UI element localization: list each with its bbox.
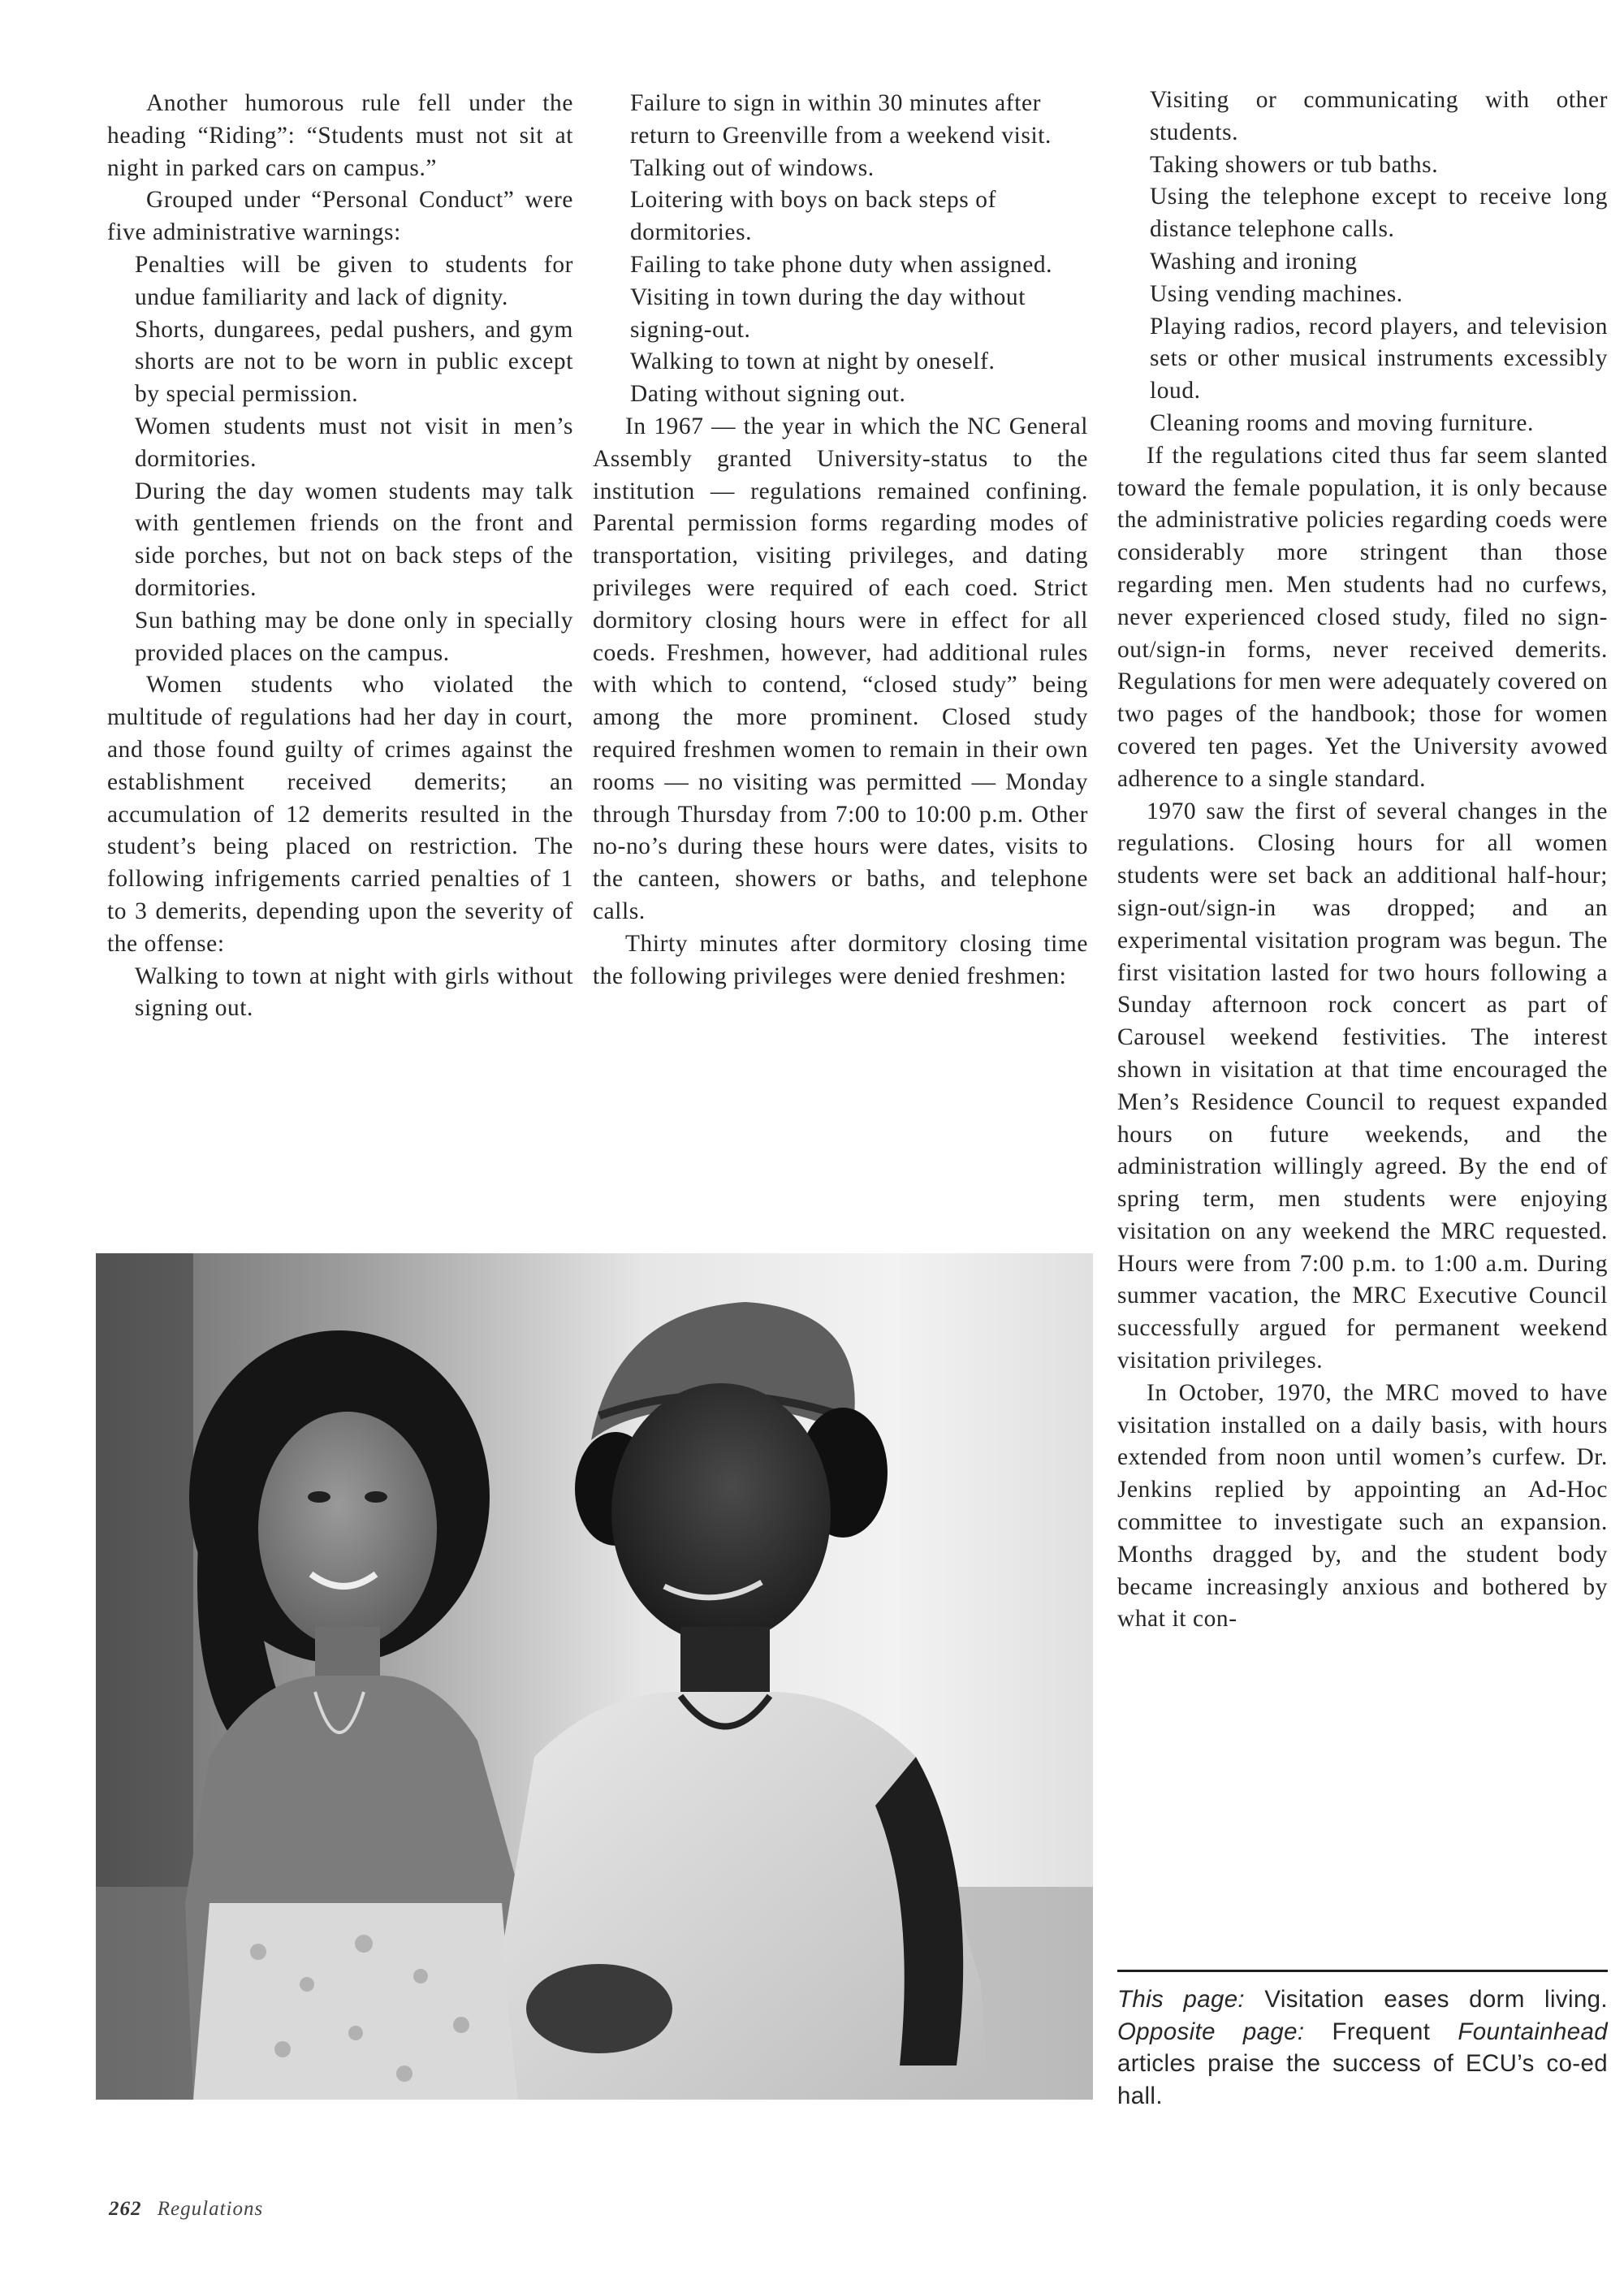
list-item: Sun bathing may be done only in specially provided places on the campus. <box>135 607 573 666</box>
list-item: Penalties will be given to students for undue familiarity and lack of dignity. <box>135 251 573 310</box>
list-item: Talking out of windows. <box>630 154 875 181</box>
list-item: Using the telephone except to receive long distance telephone calls. <box>1150 184 1608 243</box>
caption-text: articles praise the success of ECU’s co-ed hall. <box>1117 2050 1608 2109</box>
list-item: Washing and ironing <box>1150 248 1358 275</box>
paragraph: Grouped under “Personal Conduct” were five administrative warnings: <box>107 187 573 246</box>
paragraph: 1970 saw the first of several changes in the regulations. Closing hours for all women students were set back an additional half-hour; sign-out/sign-in was dropped; and an experimental visitation program was begun. The first visitation lasted for two hours following a Sunday afternoon rock concert as part of Carousel weekend festivities. The interest shown in visitation at that time encouraged the Men’s Residence Council to request expanded hours on future weekends, and the administration willingly agreed. By the end of spring term, men students were enjoying visitation on any weekend the MRC requested. Hours were from 7:00 p.m. to 1:00 a.m. During summer vacation, the MRC Executive Council successfully argued for permanent weekend visitation privileges. <box>1117 798 1608 1374</box>
list-item: Women students must not visit in men’s dormitories. <box>135 413 573 472</box>
caption-label-this-page: This page: <box>1117 1986 1246 2013</box>
list-item: Walking to town at night by oneself. <box>630 348 996 375</box>
list-item: Cleaning rooms and moving furniture. <box>1150 409 1534 436</box>
list-item: Visiting in town during the day without signing-out. <box>630 283 1026 343</box>
list-item: Dating without signing out. <box>630 381 906 408</box>
paragraph: If the regulations cited thus far seem slanted toward the female population, it is only because the administrative policies regarding coeds were considerably more stringent than those regarding men. Men students had no curfews, never experienced closed study, filed no sign-out/sign-in forms, never received demerits. Regulations for men were adequately covered on two pages of the handbook; those for women covered ten pages. Yet the University avowed adherence to a single standard. <box>1117 442 1608 792</box>
paragraph: In October, 1970, the MRC moved to have visitation installed on a daily basis, with hours extended from noon until women’s curfew. Dr. Jenkins replied by appointing an Ad-Hoc committee to investigate such an expansion. Months dragged by, and the student body became increasingly anxious and bothered by what it con- <box>1117 1379 1608 1633</box>
paragraph: Women students who violated the multitude of regulations had her day in court, and those found guilty of crimes against the establishment received demerits; an accumulation of 12 demerits resulted in the student’s being placed on restriction. The following infrigements carried penalties of 1 to 3 demerits, depending upon the severity of the offense: <box>107 672 573 957</box>
list-item: Using vending machines. <box>1150 280 1403 307</box>
list-item: Walking to town at night with girls without signing out. <box>135 962 573 1022</box>
list-item: Failure to sign in within 30 minutes after return to Greenville from a weekend visit. <box>630 90 1052 149</box>
page-number: 262 <box>109 2198 142 2220</box>
list-item: During the day women students may talk with gentlemen friends on the front and side porches, but not on back steps of the dormitories. <box>135 478 573 601</box>
paragraph: In 1967 — the year in which the NC General Assembly granted University-status to the institution — regulations remained confining. Parental permission forms regarding modes of transportation, visiting privileges, and dating privileges were required of each coed. Strict dormitory closing hours were in effect for all coeds. Freshmen, however, had additional rules with which to contend, “closed study” being among the more prominent. Closed study required freshmen women to remain in their own rooms — no visiting was permitted — Monday through Thursday from 7:00 to 10:00 p.m. Other no-no’s during these hours were dates, visits to the canteen, showers or baths, and telephone calls. <box>593 413 1088 924</box>
caption-text: Frequent <box>1332 2018 1431 2045</box>
page-folio <box>109 2198 263 2221</box>
list-item: Shorts, dungarees, pedal pushers, and gym shorts are not to be worn in public except by special permission. <box>135 316 573 408</box>
caption-publication: Fountainhead <box>1458 2018 1608 2045</box>
list-item: Failing to take phone duty when assigned. <box>630 251 1053 278</box>
photo-illustration <box>96 1253 1093 2100</box>
list-item: Loitering with boys on back steps of dormitories. <box>630 187 996 246</box>
list-item: Visiting or communicating with other students. <box>1150 87 1608 145</box>
section-title: Regulations <box>157 2198 264 2220</box>
list-item: Playing radios, record players, and television sets or other musical instruments excessibly loud. <box>1150 313 1608 404</box>
photo-couple <box>96 1253 1093 2100</box>
photo-caption <box>1117 1983 1608 2112</box>
text-column-2 <box>593 88 1088 993</box>
caption-label-opposite-page: Opposite page: <box>1117 2018 1305 2045</box>
caption-text: Visitation eases dorm living. <box>1264 1986 1608 2013</box>
caption-divider <box>1117 1970 1608 1972</box>
text-column-1 <box>107 88 573 1025</box>
paragraph: Another humorous rule fell under the heading “Riding”: “Students must not sit at night in parked cars on campus.” <box>107 90 573 181</box>
list-item: Taking showers or tub baths. <box>1150 151 1439 178</box>
paragraph: Thirty minutes after dormitory closing time the following privileges were denied freshmen: <box>593 930 1088 989</box>
text-column-3 <box>1117 84 1608 1636</box>
